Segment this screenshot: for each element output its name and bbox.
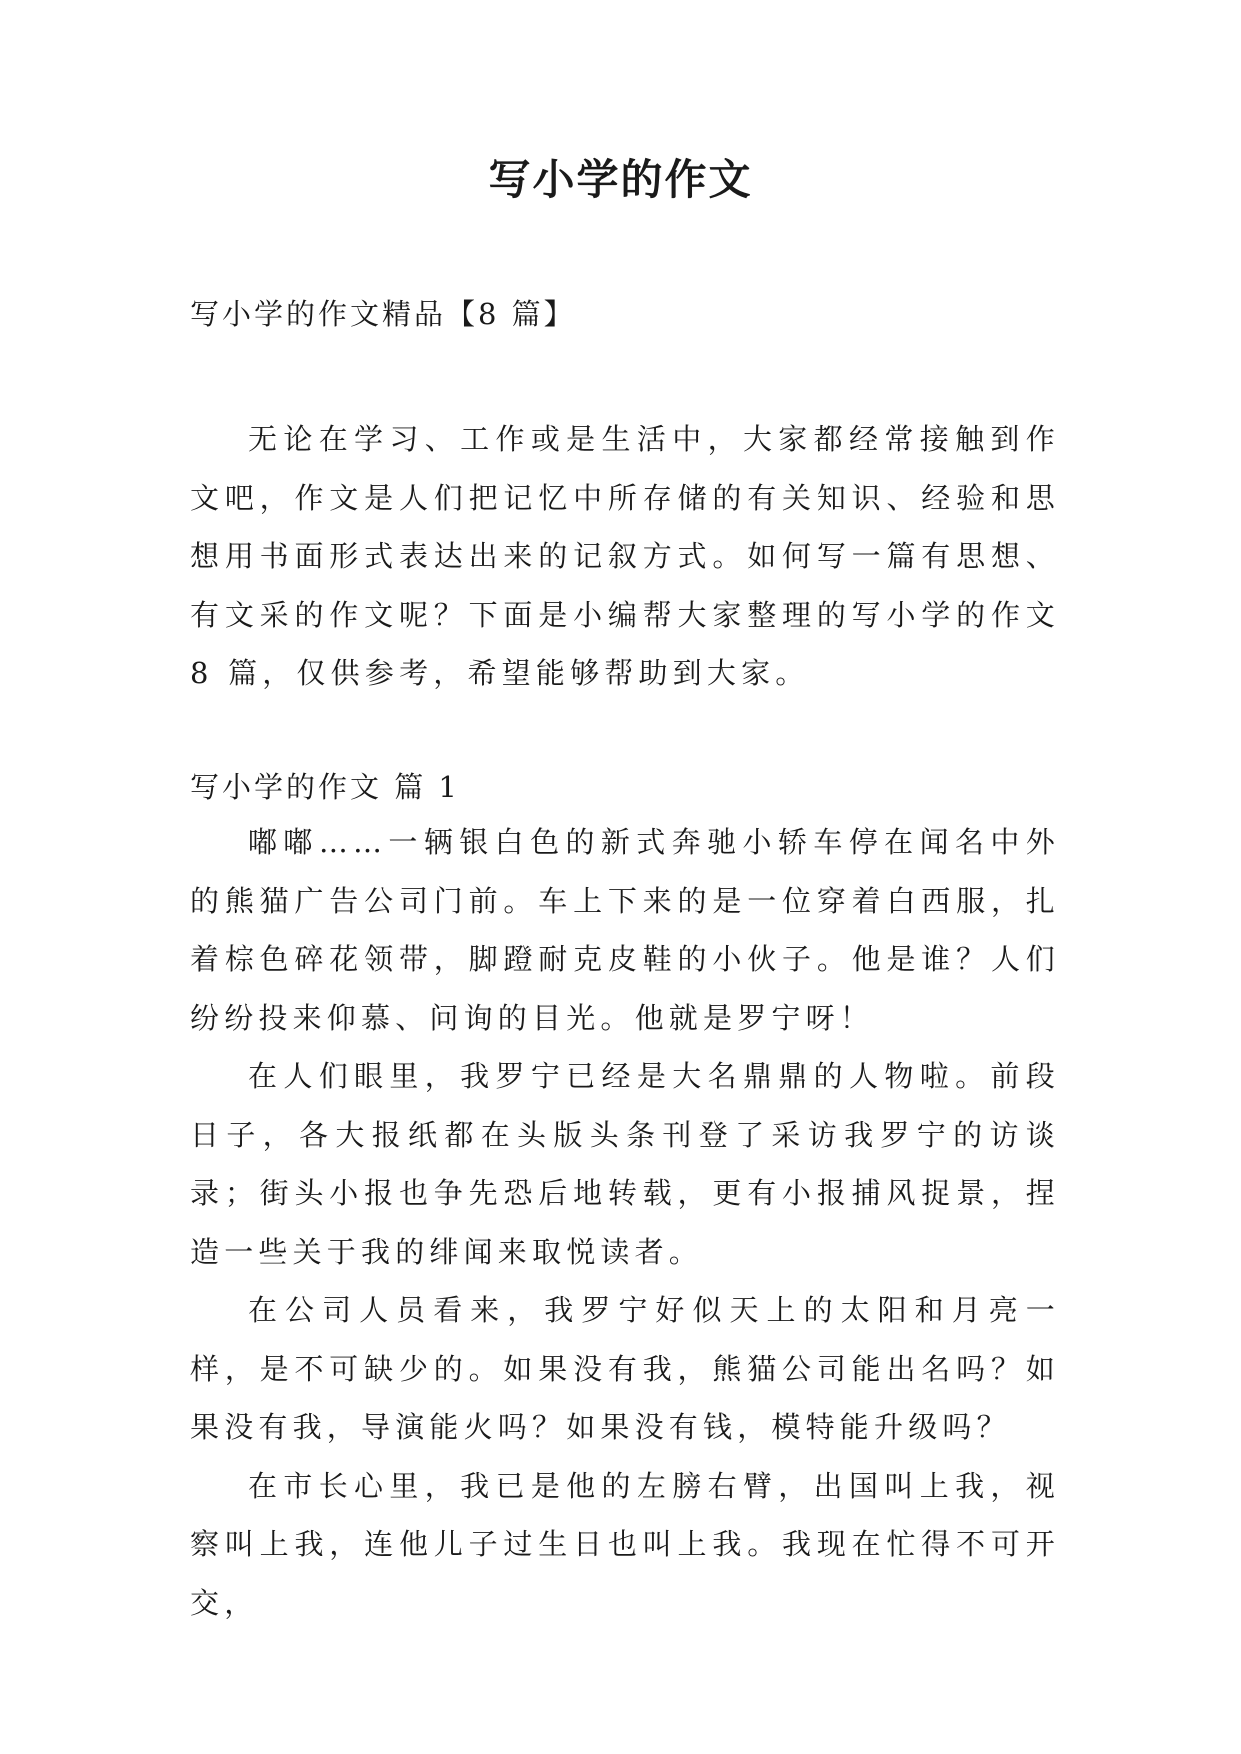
intro-block: [190, 410, 1060, 703]
document-title: 写小学的作文: [488, 155, 753, 204]
essay-paragraph: 在公司人员看来，我罗宁好似天上的太阳和月亮一样，是不可缺少的。如果没有我，熊猫公司能出名吗？如果没有我，导演能火吗？如果没有钱，模特能升级吗？: [190, 1293, 1060, 1444]
essay-body: [190, 813, 1060, 1632]
intro-paragraph: 无论在学习、工作或是生活中，大家都经常接触到作文吧，作文是人们把记忆中所存储的有关知识、经验和思想用书面形式表达出来的记叙方式。如何写一篇有思想、有文采的作文呢？下面是小编帮大家整理的写小学的作文 8 篇，仅供参考，希望能够帮助到大家。: [190, 422, 1060, 690]
section-heading: 写小学的作文 篇 1: [190, 770, 460, 804]
essay-paragraph: 在人们眼里，我罗宁已经是大名鼎鼎的人物啦。前段日子，各大报纸都在头版头条刊登了采访我罗宁的访谈录；街头小报也争先恐后地转载，更有小报捕风捉景，捏造一些关于我的绯闻来取悦读者。: [190, 1059, 1060, 1269]
essay-paragraph: 在市长心里，我已是他的左膀右臂，出国叫上我，视察叫上我，连他儿子过生日也叫上我。我现在忙得不可开交，: [190, 1468, 1060, 1620]
essay-paragraph: 嘟嘟……一辆银白色的新式奔驰小轿车停在闻名中外的熊猫广告公司门前。车上下来的是一位穿着白西服，扎着棕色碎花领带，脚蹬耐克皮鞋的小伙子。他是谁？人们纷纷投来仰慕、问询的目光。他就是罗宁呀！: [190, 825, 1060, 1035]
document-subtitle: 写小学的作文精品【8 篇】: [190, 297, 576, 331]
